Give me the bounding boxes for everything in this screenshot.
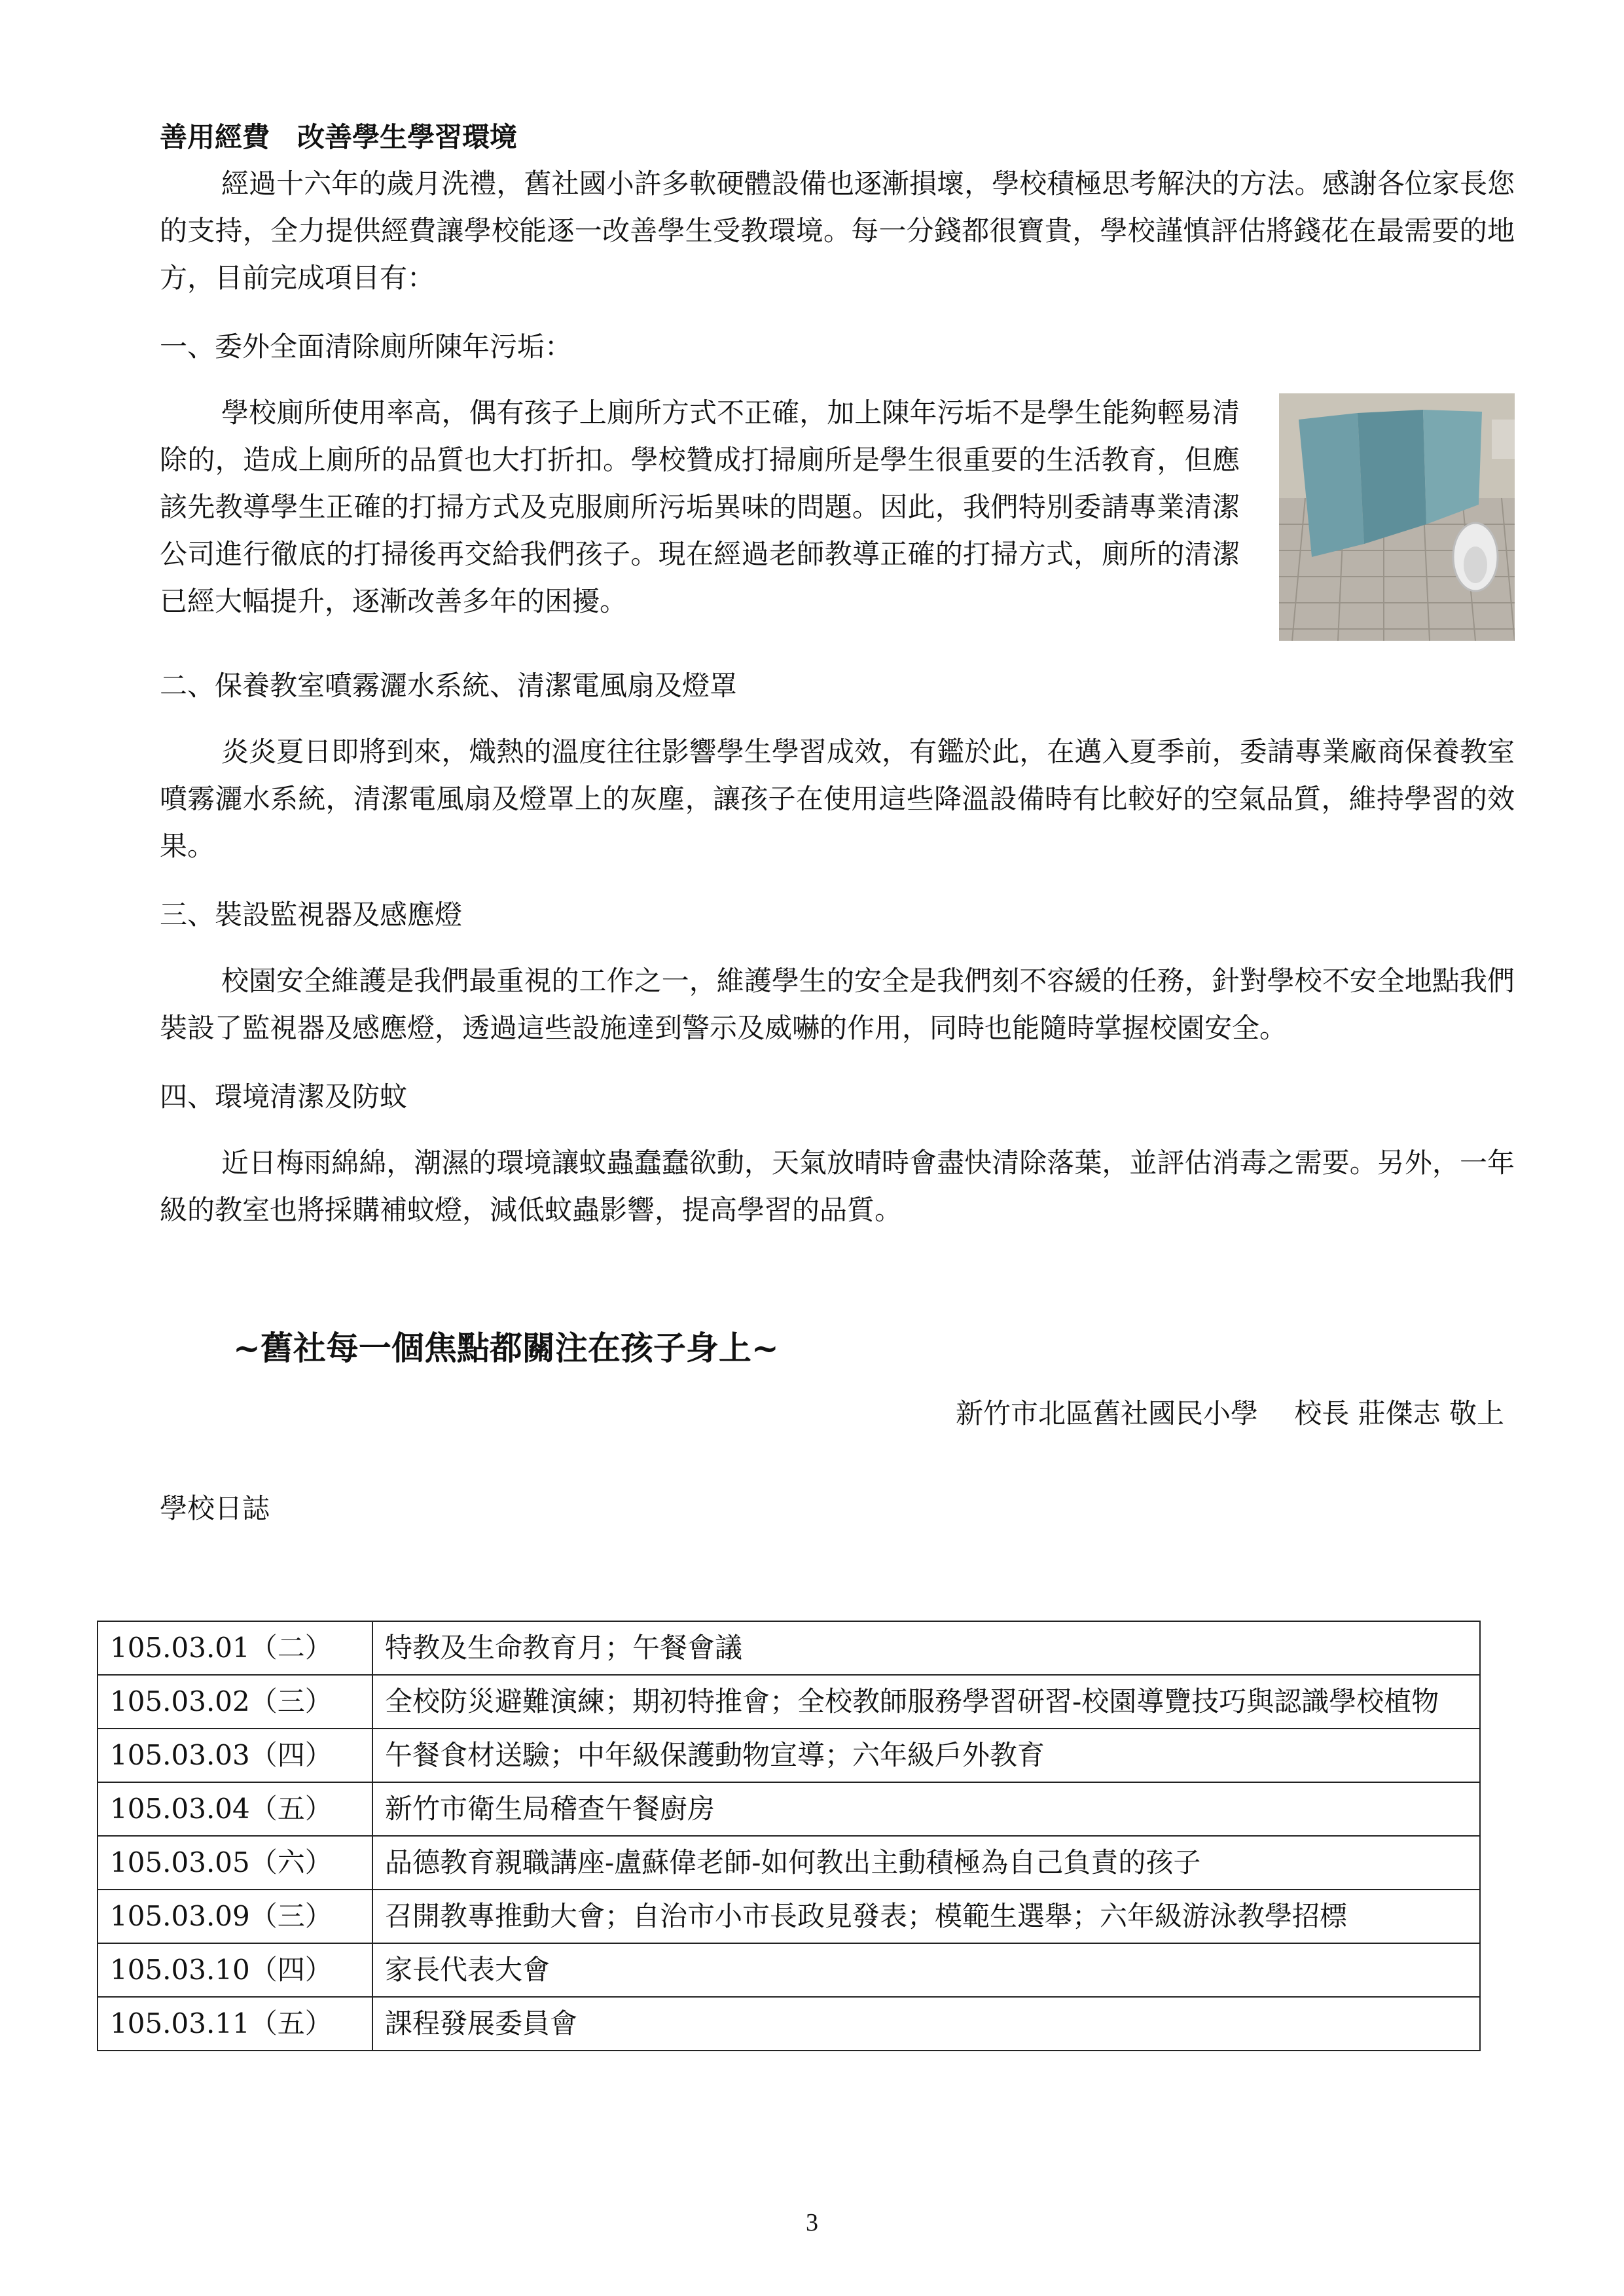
- log-date: 105.03.09（三）: [98, 1890, 372, 1943]
- log-event: 全校防災避難演練；期初特推會；全校教師服務學習研習-校園導覽技巧與認識學校植物: [372, 1675, 1480, 1729]
- log-event: 特教及生命教育月；午餐會議: [372, 1621, 1480, 1675]
- section-4-heading: 四、環境清潔及防蚊: [160, 1081, 408, 1113]
- section-3-body: 校園安全維護是我們最重視的工作之一，維護學生的安全是我們刻不容緩的任務，針對學校不安全地點我們裝設了監視器及感應燈，透過這些設施達到警示及威嚇的作用，同時也能隨時掌握校園安全。: [160, 965, 1515, 1044]
- table-row: [98, 1997, 1480, 2051]
- log-event: 課程發展委員會: [372, 1997, 1480, 2051]
- log-event: 品德教育親職講座-盧蘇偉老師-如何教出主動積極為自己負責的孩子: [372, 1836, 1480, 1890]
- log-date: 105.03.10（四）: [98, 1943, 372, 1997]
- section-2-body: 炎炎夏日即將到來，熾熱的溫度往往影響學生學習成效，有鑑於此，在邁入夏季前，委請專業廠商保養教室噴霧灑水系統，清潔電風扇及燈罩上的灰塵，讓孩子在使用這些降溫設備時有比較好的空氣品質，維持學習的效果。: [160, 736, 1515, 862]
- article-title: 善用經費 改善學生學習環境: [160, 121, 518, 153]
- table-row: [98, 1943, 1480, 1997]
- table-row: [98, 1621, 1480, 1675]
- log-date: 105.03.05（六）: [98, 1836, 372, 1890]
- school-log-table: [97, 1621, 1481, 2051]
- restroom-photo: [1279, 393, 1515, 641]
- section-4-body: 近日梅雨綿綿，潮濕的環境讓蚊蟲蠢蠢欲動，天氣放晴時會盡快清除落葉，並評估消毒之需要。另外，一年級的教室也將採購補蚊燈，減低蚊蟲影響，提高學習的品質。: [160, 1147, 1515, 1226]
- table-row: [98, 1890, 1480, 1943]
- school-log-label: 學校日誌: [160, 1492, 270, 1524]
- section-3-heading: 三、裝設監視器及感應燈: [160, 899, 463, 931]
- log-date: 105.03.02（三）: [98, 1675, 372, 1729]
- log-event: 家長代表大會: [372, 1943, 1480, 1997]
- log-date: 105.03.01（二）: [98, 1621, 372, 1675]
- section-1-body-wrapper: [160, 389, 1515, 641]
- log-date: 105.03.11（五）: [98, 1997, 372, 2051]
- log-date: 105.03.04（五）: [98, 1782, 372, 1836]
- signature: 新竹市北區舊社國民小學 校長 莊傑志 敬上: [955, 1397, 1504, 1429]
- table-row: [98, 1836, 1480, 1890]
- log-event: 新竹市衛生局稽查午餐廚房: [372, 1782, 1480, 1836]
- article: [160, 115, 1515, 1532]
- table-row: [98, 1675, 1480, 1729]
- log-event: 午餐食材送驗；中年級保護動物宣導；六年級戶外教育: [372, 1729, 1480, 1782]
- section-2-heading: 二、保養教室噴霧灑水系統、清潔電風扇及燈罩: [160, 670, 738, 702]
- table-row: [98, 1782, 1480, 1836]
- log-event: 召開教專推動大會；自治市小市長政見發表；模範生選舉；六年級游泳教學招標: [372, 1890, 1480, 1943]
- intro-paragraph: 經過十六年的歲月洗禮，舊社國小許多軟硬體設備也逐漸損壞，學校積極思考解決的方法。感謝各位家長您的支持，全力提供經費讓學校能逐一改善學生受教環境。每一分錢都很寶貴，學校謹慎評估將錢花在最需要的地方，目前完成項目有：: [160, 168, 1515, 294]
- section-1-heading: 一、委外全面清除廁所陳年污垢：: [160, 331, 573, 363]
- section-1-body: 學校廁所使用率高，偶有孩子上廁所方式不正確，加上陳年污垢不是學生能夠輕易清除的，造成上廁所的品質也大打折扣。學校贊成打掃廁所是學生很重要的生活教育，但應該先教導學生正確的打掃方式及克服廁所污垢異味的問題。因此，我們特別委請專業清潔公司進行徹底的打掃後再交給我們孩子。現在經過老師教導正確的打掃方式，廁所的清潔已經大幅提升，逐漸改善多年的困擾。: [160, 397, 1240, 617]
- log-date: 105.03.03（四）: [98, 1729, 372, 1782]
- slogan: ~舊社每一個焦點都關注在孩子身上~: [233, 1329, 779, 1367]
- table-row: [98, 1729, 1480, 1782]
- page-number: 3: [806, 2209, 818, 2236]
